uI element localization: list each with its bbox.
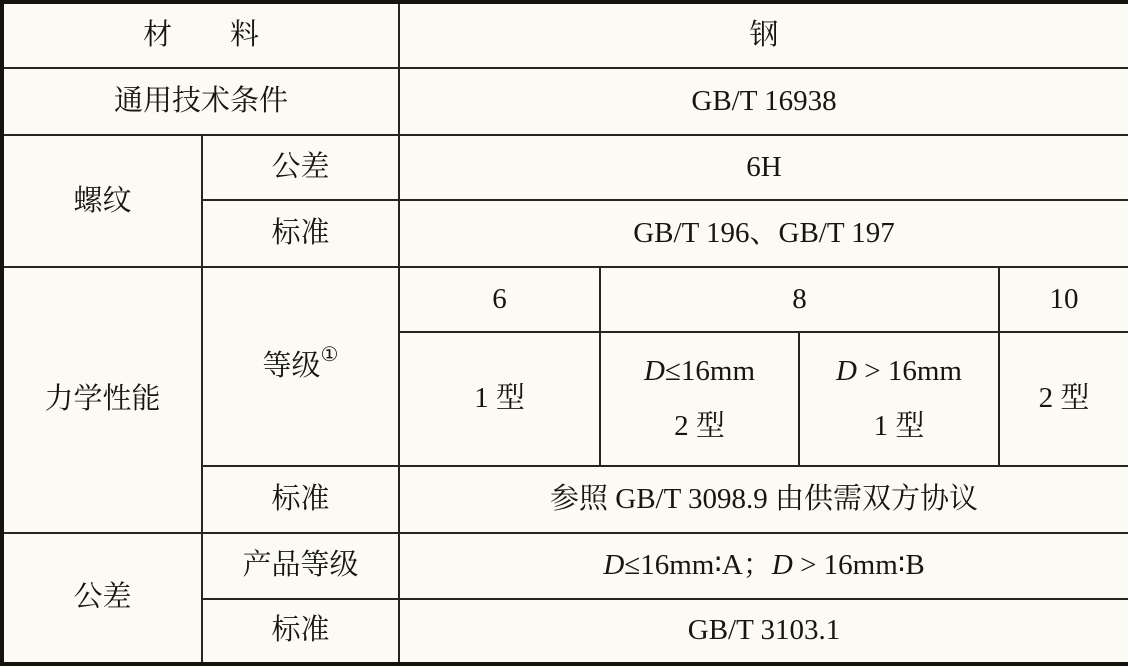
diameter-variable: D	[644, 354, 665, 387]
grade8-small-type: 2 型	[674, 410, 725, 443]
grade8-large-condition: > 16mm	[857, 354, 962, 387]
grade8-large-type: 1 型	[873, 410, 925, 443]
cell-grade-label	[202, 267, 399, 465]
diameter-variable: D	[836, 354, 857, 387]
cell-grade-10: 10	[999, 267, 1128, 332]
cell-material-label: 材 料	[2, 2, 399, 68]
cell-grade10-type: 2 型	[999, 332, 1128, 465]
cell-thread-label: 螺纹	[2, 135, 202, 267]
cell-grade8-large-d	[799, 332, 999, 465]
cell-tolerance-label: 公差	[2, 533, 202, 664]
cell-tolerance-standard-label: 标准	[202, 599, 399, 664]
cell-mechanical-standard-value: 参照 GB/T 3098.9 由供需双方协议	[399, 466, 1128, 533]
cell-mechanical-label: 力学性能	[2, 267, 202, 532]
cell-thread-standard-label: 标准	[202, 200, 399, 267]
grade8-small-condition: ≤16mm	[664, 354, 755, 387]
cell-mechanical-standard-label: 标准	[202, 466, 399, 533]
cell-product-grade-value	[399, 533, 1128, 599]
cell-grade6-type: 1 型	[399, 332, 600, 465]
cell-material-value: 钢	[399, 2, 1128, 68]
diameter-variable: D	[771, 549, 793, 582]
cell-grade8-small-d	[600, 332, 799, 465]
cell-grade-6: 6	[399, 267, 600, 332]
cell-thread-tolerance-label: 公差	[202, 135, 399, 200]
diameter-variable: D	[603, 549, 625, 582]
cell-product-grade-label: 产品等级	[202, 533, 399, 599]
product-grade-cond-b: > 16mm∶B	[792, 549, 925, 582]
grade-label-text: 等级	[262, 349, 321, 382]
cell-general-spec-label: 通用技术条件	[2, 68, 399, 135]
cell-general-spec-value: GB/T 16938	[399, 68, 1128, 135]
cell-tolerance-standard-value: GB/T 3103.1	[399, 599, 1128, 664]
cell-thread-tolerance-value: 6H	[399, 135, 1128, 200]
product-grade-cond-a: ≤16mm∶A；	[624, 549, 772, 582]
grade-footnote-mark: ①	[320, 343, 339, 366]
cell-thread-standard-value: GB/T 196、GB/T 197	[399, 200, 1128, 267]
cell-grade-8: 8	[600, 267, 999, 332]
